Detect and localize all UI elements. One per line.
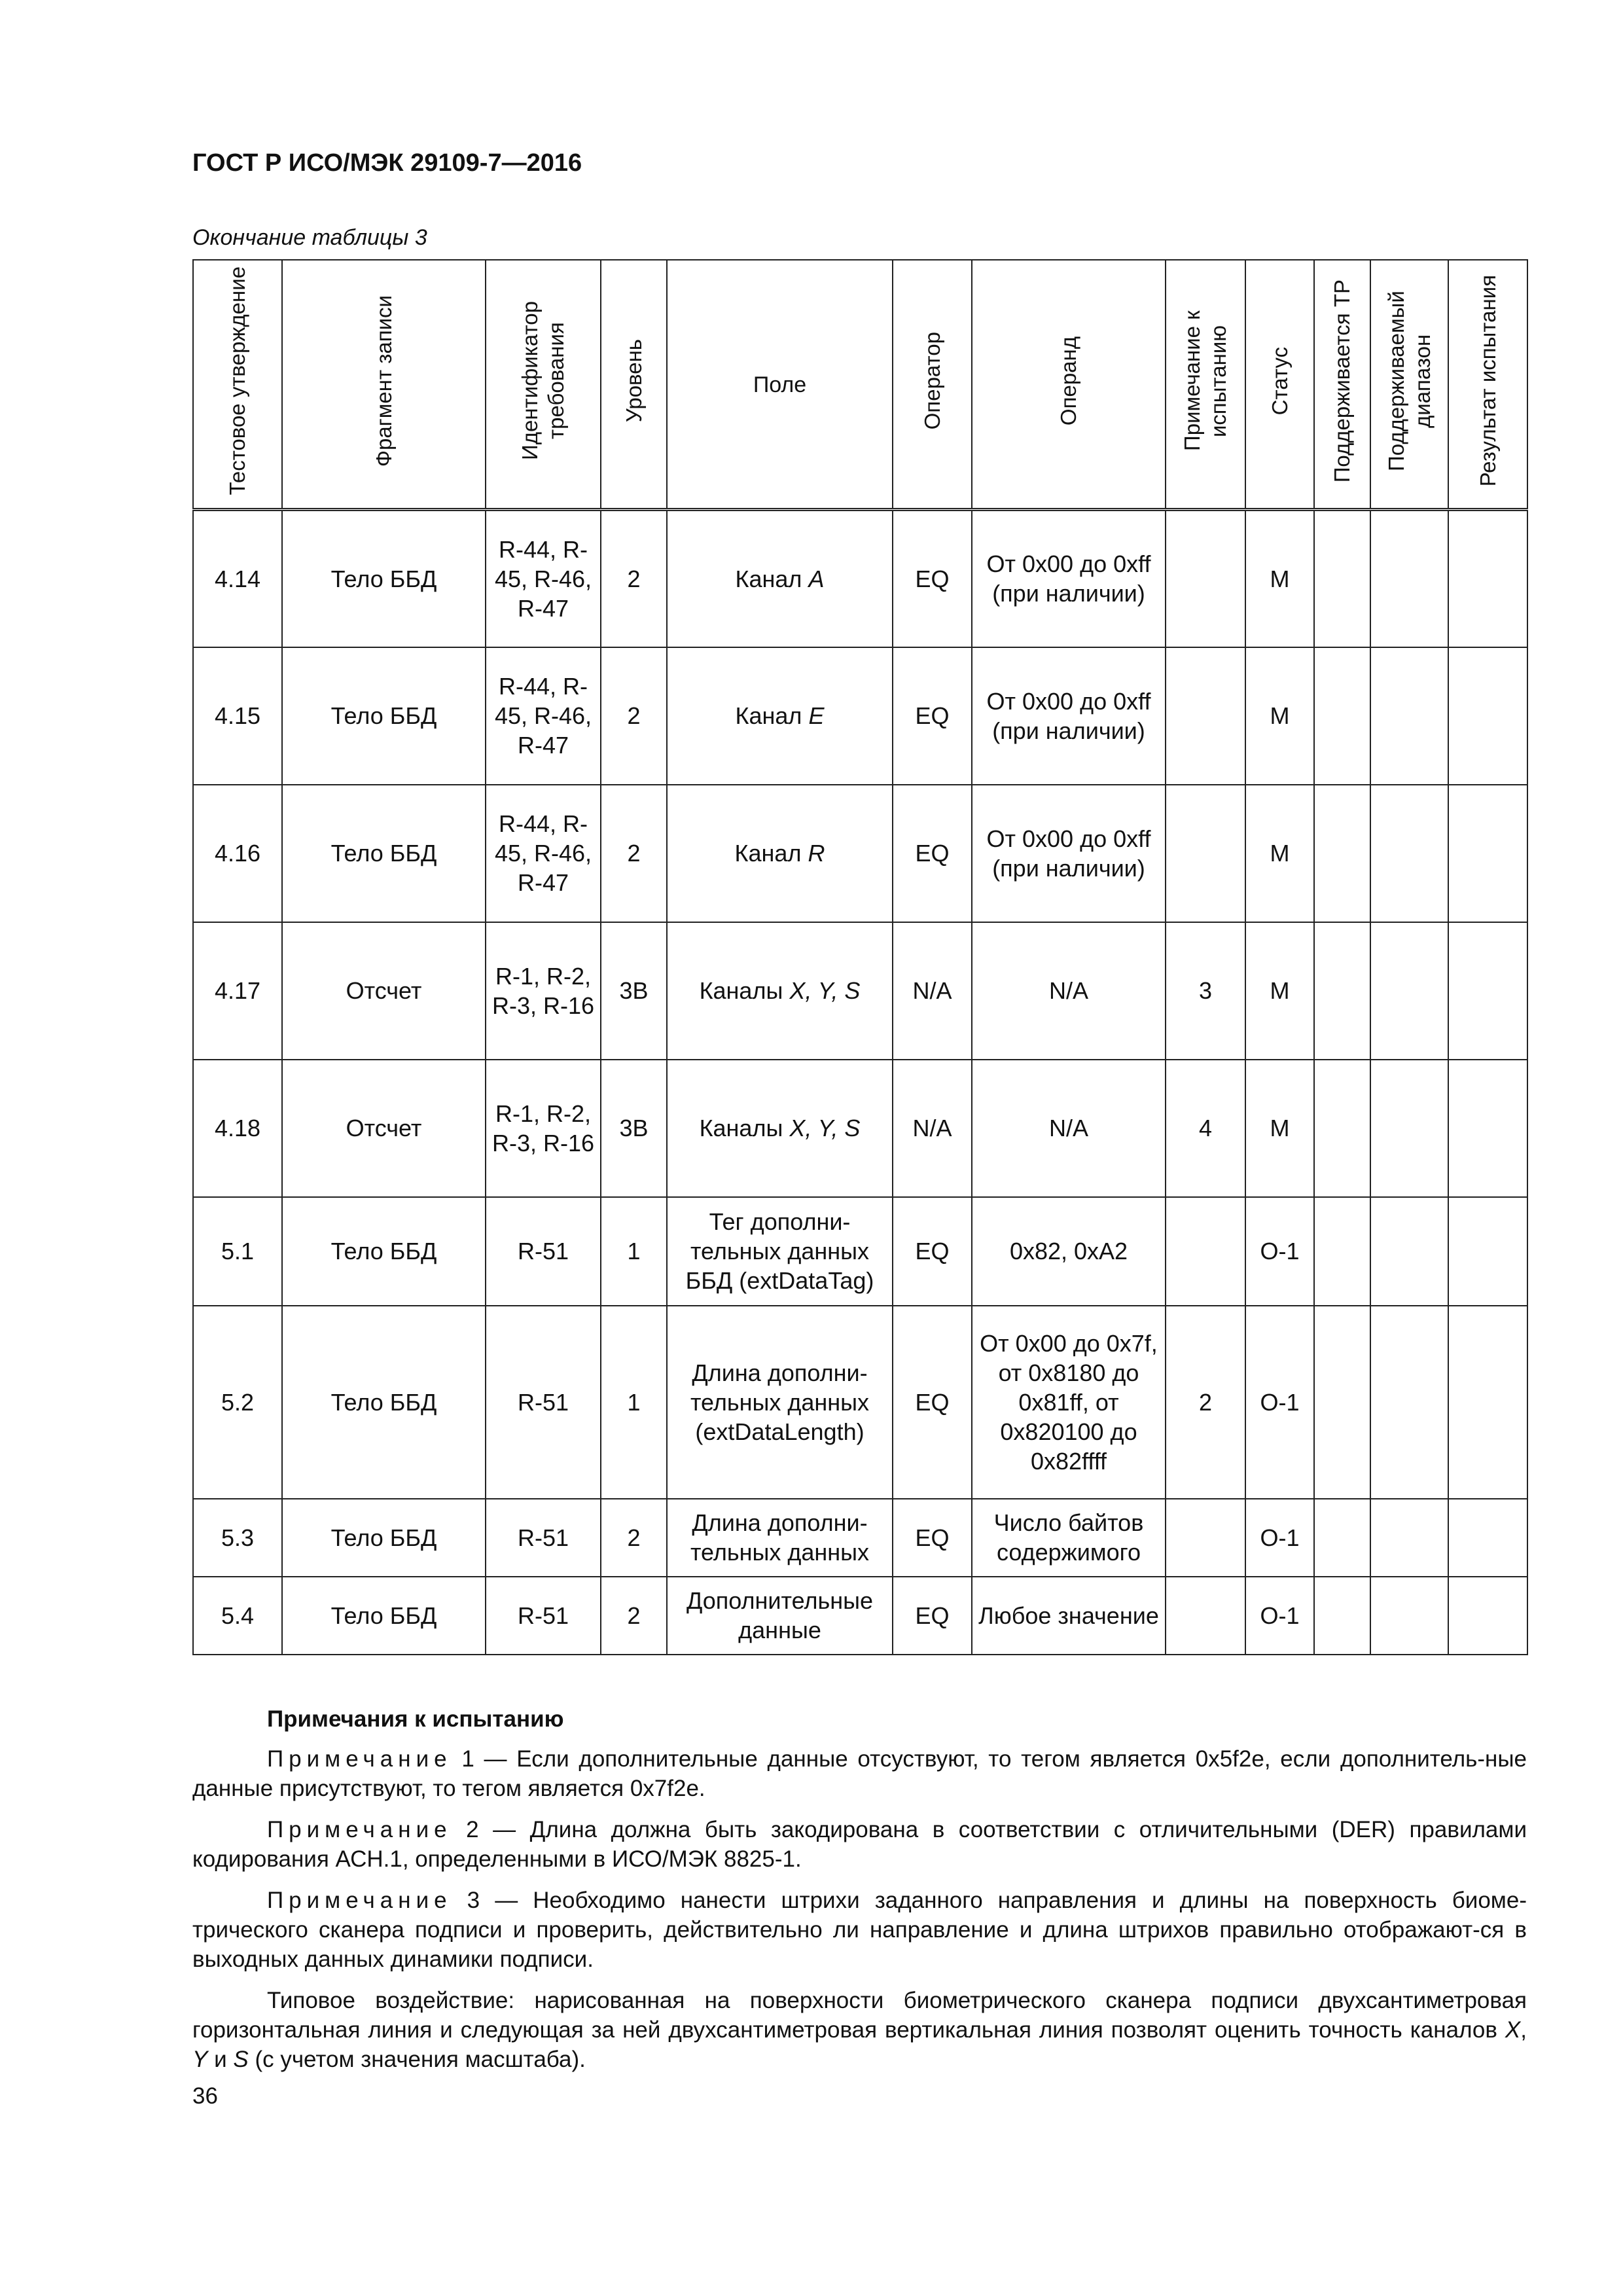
cell-req-id: R-51 (486, 1197, 601, 1306)
cell-field: Дополнительные данные (667, 1577, 893, 1655)
document-title: ГОСТ Р ИСО/МЭК 29109-7—2016 (192, 149, 582, 177)
cell-note (1166, 1197, 1245, 1306)
cell-operator: EQ (893, 1306, 972, 1499)
col-header-note: Примечание к испытанию (1166, 260, 1245, 510)
cell-note (1166, 785, 1245, 922)
cell-operator: N/A (893, 1060, 972, 1197)
cell-fragment: Отсчет (282, 1060, 486, 1197)
cell-status: O-1 (1245, 1499, 1314, 1577)
cell-assertion: 4.16 (193, 785, 282, 922)
cell-range (1370, 1060, 1448, 1197)
cell-level: 1 (601, 1306, 667, 1499)
cell-tp-support (1314, 1060, 1370, 1197)
cell-field: Длина дополни-тельных данных (667, 1499, 893, 1577)
cell-field: Канал A (667, 510, 893, 647)
cell-result (1448, 785, 1527, 922)
cell-level: 1 (601, 1197, 667, 1306)
cell-assertion: 4.14 (193, 510, 282, 647)
cell-level: 2 (601, 1577, 667, 1655)
col-header-field: Поле (667, 260, 893, 510)
cell-status: M (1245, 922, 1314, 1060)
cell-field: Каналы X, Y, S (667, 922, 893, 1060)
cell-result (1448, 1060, 1527, 1197)
table-row (193, 1197, 1527, 1306)
cell-fragment: Тело ББД (282, 1499, 486, 1577)
cell-fragment: Тело ББД (282, 785, 486, 922)
cell-field: Канал R (667, 785, 893, 922)
cell-range (1370, 510, 1448, 647)
cell-range (1370, 1306, 1448, 1499)
cell-assertion: 5.2 (193, 1306, 282, 1499)
col-header-operator: Оператор (893, 260, 972, 510)
test-notes (192, 1704, 1527, 2086)
table-caption: Окончание таблицы 3 (192, 225, 427, 250)
cell-status: M (1245, 785, 1314, 922)
cell-tp-support (1314, 1306, 1370, 1499)
cell-operand: 0x82, 0xA2 (972, 1197, 1166, 1306)
cell-fragment: Тело ББД (282, 1577, 486, 1655)
cell-note (1166, 647, 1245, 785)
cell-assertion: 5.4 (193, 1577, 282, 1655)
col-header-assertion: Тестовое утверждение (193, 260, 282, 510)
col-header-operand: Операнд (972, 260, 1166, 510)
cell-result (1448, 922, 1527, 1060)
cell-status: O-1 (1245, 1577, 1314, 1655)
cell-tp-support (1314, 647, 1370, 785)
cell-level: 2 (601, 510, 667, 647)
cell-assertion: 4.15 (193, 647, 282, 785)
cell-req-id: R-44, R-45, R-46, R-47 (486, 647, 601, 785)
cell-operand: Число байтов содержимого (972, 1499, 1166, 1577)
cell-status: O-1 (1245, 1306, 1314, 1499)
col-header-status: Статус (1245, 260, 1314, 510)
cell-req-id: R-1, R-2, R-3, R-16 (486, 1060, 601, 1197)
notes-title: Примечания к испытанию (267, 1706, 564, 1732)
cell-operator: N/A (893, 922, 972, 1060)
cell-operand: От 0x00 до 0xff (при наличии) (972, 785, 1166, 922)
cell-field: Длина дополни-тельных данных (extDataLength) (667, 1306, 893, 1499)
cell-note: 2 (1166, 1306, 1245, 1499)
cell-note (1166, 510, 1245, 647)
col-header-range: Поддерживаемый диапазон (1370, 260, 1448, 510)
cell-note: 4 (1166, 1060, 1245, 1197)
cell-range (1370, 922, 1448, 1060)
cell-status: M (1245, 1060, 1314, 1197)
cell-field: Каналы X, Y, S (667, 1060, 893, 1197)
cell-req-id: R-51 (486, 1306, 601, 1499)
cell-range (1370, 1577, 1448, 1655)
cell-operand: От 0x00 до 0x7f, от 0x8180 до 0x81ff, от 0x820100 до 0x82ffff (972, 1306, 1166, 1499)
page-number: 36 (192, 2083, 218, 2109)
cell-level: 3B (601, 922, 667, 1060)
cell-fragment: Тело ББД (282, 510, 486, 647)
cell-result (1448, 1197, 1527, 1306)
table-row (193, 1577, 1527, 1655)
cell-operator: EQ (893, 1197, 972, 1306)
cell-tp-support (1314, 1577, 1370, 1655)
cell-range (1370, 1197, 1448, 1306)
cell-tp-support (1314, 1499, 1370, 1577)
table-row (193, 785, 1527, 922)
cell-operand: N/A (972, 922, 1166, 1060)
col-header-req-id: Идентификатор требования (486, 260, 601, 510)
cell-operator: EQ (893, 510, 972, 647)
table-row (193, 510, 1527, 647)
cell-fragment: Тело ББД (282, 1197, 486, 1306)
note-2: Примечание 2 — Длина должна быть закодирована в соответствии с отличительными (DER) правилами кодирования АСН.1, определенными в ИСО/МЭК 8825-1. (192, 1817, 1527, 1872)
col-header-tp-support: Поддерживается ТР (1314, 260, 1370, 510)
cell-level: 2 (601, 1499, 667, 1577)
cell-req-id: R-51 (486, 1577, 601, 1655)
typical-effect: Типовое воздействие: нарисованная на поверхности биометрического сканера подписи двухсантиметровая горизонтальная линия и следующая за ней двухсантиметровая вертикальная линия позволят оценить точность каналов X, Y и S (с учетом значения масштаба). (192, 1988, 1527, 2072)
cell-status: O-1 (1245, 1197, 1314, 1306)
cell-level: 3B (601, 1060, 667, 1197)
cell-fragment: Тело ББД (282, 647, 486, 785)
cell-operator: EQ (893, 785, 972, 922)
table-row (193, 647, 1527, 785)
cell-operator: EQ (893, 647, 972, 785)
cell-level: 2 (601, 785, 667, 922)
col-header-level: Уровень (601, 260, 667, 510)
cell-note (1166, 1499, 1245, 1577)
cell-tp-support (1314, 922, 1370, 1060)
cell-req-id: R-44, R-45, R-46, R-47 (486, 785, 601, 922)
cell-field: Канал E (667, 647, 893, 785)
cell-operand: От 0x00 до 0xff (при наличии) (972, 510, 1166, 647)
cell-tp-support (1314, 1197, 1370, 1306)
cell-status: M (1245, 647, 1314, 785)
cell-range (1370, 647, 1448, 785)
cell-operator: EQ (893, 1499, 972, 1577)
cell-tp-support (1314, 785, 1370, 922)
cell-assertion: 4.18 (193, 1060, 282, 1197)
cell-status: M (1245, 510, 1314, 647)
cell-assertion: 5.1 (193, 1197, 282, 1306)
cell-operator: EQ (893, 1577, 972, 1655)
cell-level: 2 (601, 647, 667, 785)
cell-operand: От 0x00 до 0xff (при наличии) (972, 647, 1166, 785)
col-header-result: Результат испытания (1448, 260, 1527, 510)
cell-field: Тег дополни-тельных данных ББД (extDataTag) (667, 1197, 893, 1306)
cell-result (1448, 510, 1527, 647)
cell-note: 3 (1166, 922, 1245, 1060)
cell-range (1370, 1499, 1448, 1577)
note-3: Примечание 3 — Необходимо нанести штрихи заданного направления и длины на поверхность биоме-трического сканера подписи и проверить, действительно ли направление и длина штрихов правильно отображают-ся в выходных данных динамики подписи. (192, 1888, 1527, 1972)
table-row (193, 922, 1527, 1060)
cell-range (1370, 785, 1448, 922)
cell-req-id: R-44, R-45, R-46, R-47 (486, 510, 601, 647)
cell-assertion: 5.3 (193, 1499, 282, 1577)
table-row (193, 1060, 1527, 1197)
cell-operand: Любое значение (972, 1577, 1166, 1655)
table-row (193, 1306, 1527, 1499)
table-header-row (193, 260, 1527, 510)
cell-req-id: R-1, R-2, R-3, R-16 (486, 922, 601, 1060)
test-assertions-table (192, 259, 1528, 1655)
cell-result (1448, 1306, 1527, 1499)
cell-result (1448, 1499, 1527, 1577)
cell-operand: N/A (972, 1060, 1166, 1197)
cell-tp-support (1314, 510, 1370, 647)
cell-fragment: Отсчет (282, 922, 486, 1060)
col-header-fragment: Фрагмент записи (282, 260, 486, 510)
cell-result (1448, 1577, 1527, 1655)
note-1: Примечание 1 — Если дополнительные данные отсуствуют, то тегом является 0x5f2e, если дополнитель-ные данные присутствуют, то тегом является 0x7f2e. (192, 1746, 1527, 1801)
cell-fragment: Тело ББД (282, 1306, 486, 1499)
table-row (193, 1499, 1527, 1577)
cell-assertion: 4.17 (193, 922, 282, 1060)
cell-result (1448, 647, 1527, 785)
cell-note (1166, 1577, 1245, 1655)
cell-req-id: R-51 (486, 1499, 601, 1577)
